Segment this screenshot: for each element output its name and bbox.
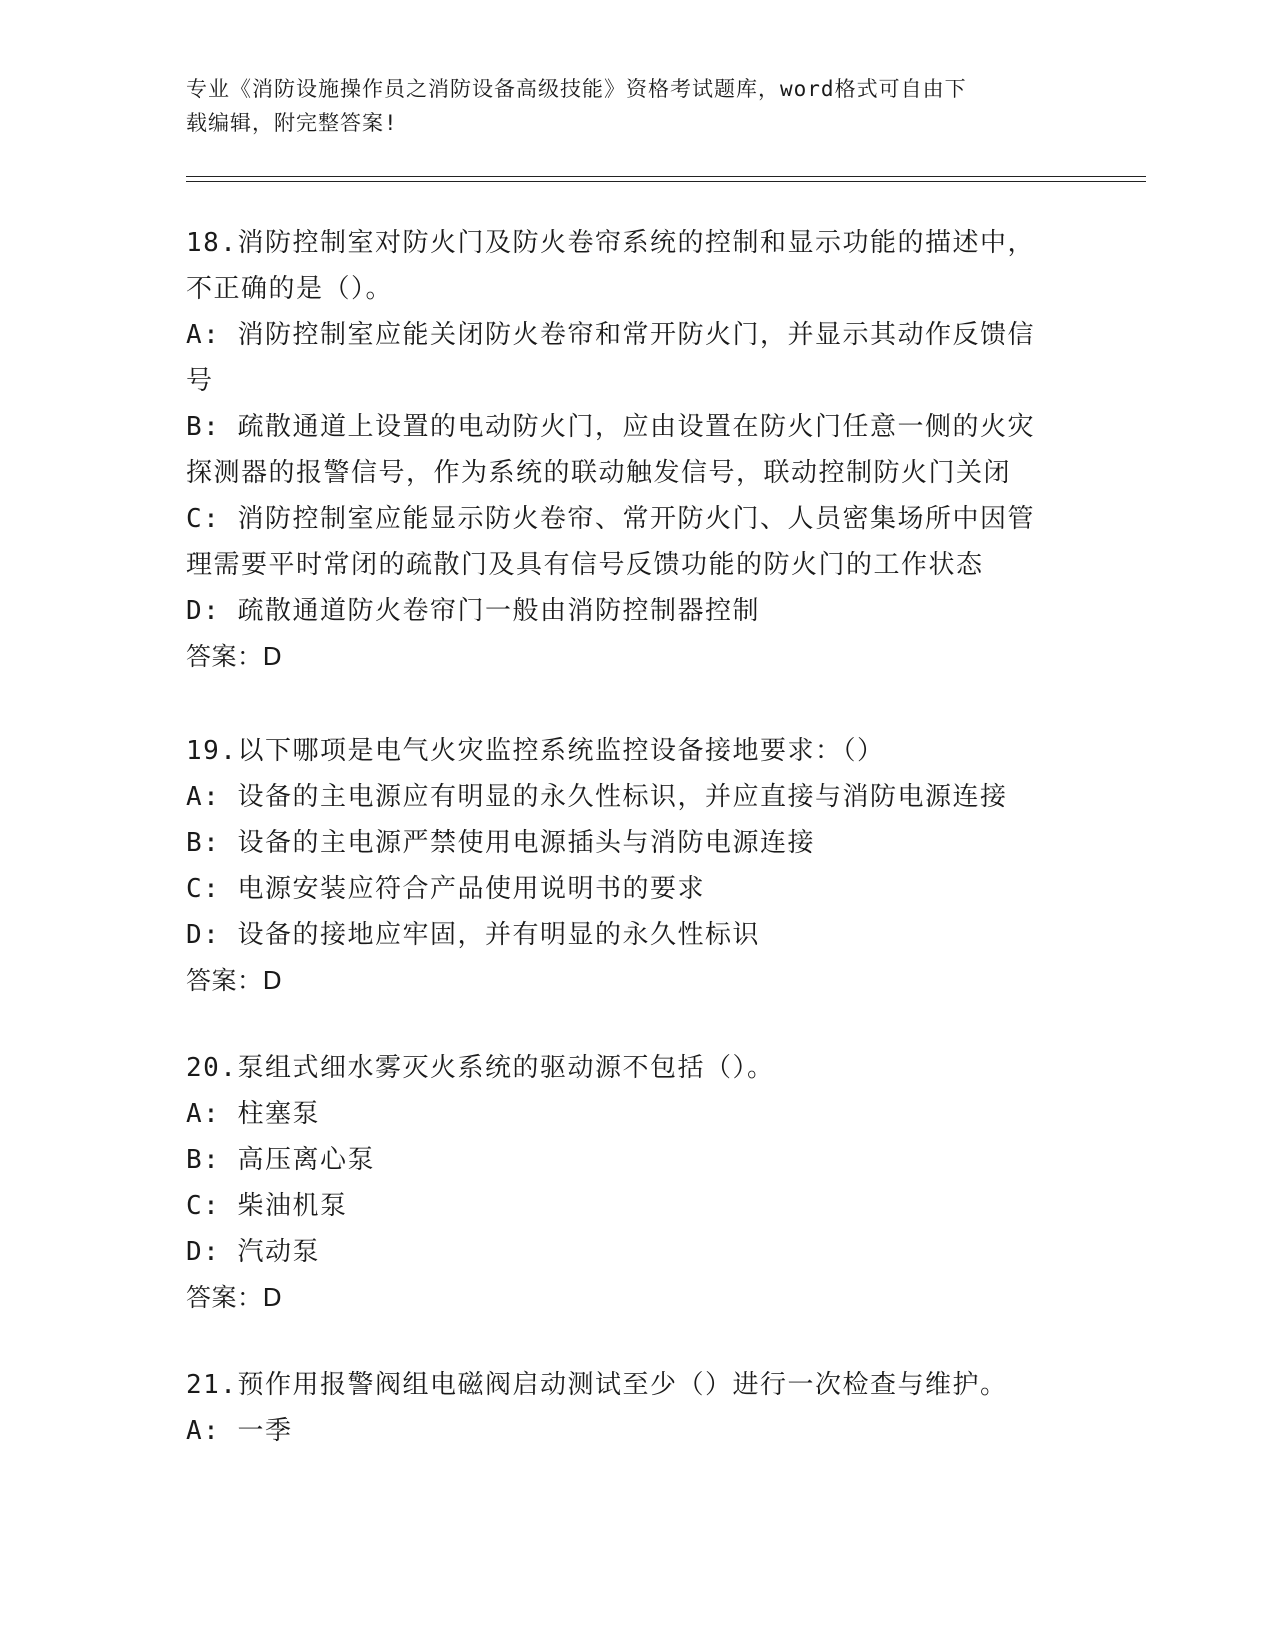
option-c: C: 电源安装应符合产品使用说明书的要求 (186, 874, 705, 904)
option-d: D: 汽动泵 (186, 1237, 320, 1267)
option-a: A: 消防控制室应能关闭防火卷帘和常开防火门，并显示其动作反馈信 (186, 320, 1035, 350)
option-b: B: 设备的主电源严禁使用电源插头与消防电源连接 (186, 828, 815, 858)
answer-label: 答案：D (186, 1283, 283, 1312)
option-c: C: 柴油机泵 (186, 1191, 348, 1221)
option-b: B: 疏散通道上设置的电动防火门，应由设置在防火门任意一侧的火灾 (186, 412, 1035, 442)
option-a: A: 设备的主电源应有明显的永久性标识，并应直接与消防电源连接 (186, 782, 1008, 812)
option-a: A: 柱塞泵 (186, 1099, 320, 1129)
option-a: A: 一季 (186, 1416, 293, 1446)
option-d: D: 疏散通道防火卷帘门一般由消防控制器控制 (186, 596, 760, 626)
answer-label: 答案：D (186, 966, 283, 995)
header-line-1: 专业《消防设施操作员之消防设备高级技能》资格考试题库，word格式可自由下 (186, 77, 967, 101)
question-stem: 18.消防控制室对防火门及防火卷帘系统的控制和显示功能的描述中， (186, 228, 1035, 258)
option-b: 探测器的报警信号，作为系统的联动触发信号，联动控制防火门关闭 (186, 458, 1012, 488)
document-header (186, 72, 1066, 140)
question-21 (186, 1362, 1086, 1454)
option-b: B: 高压离心泵 (186, 1145, 375, 1175)
question-20 (186, 1045, 1086, 1321)
header-line-2: 载编辑，附完整答案! (186, 111, 398, 135)
question-stem: 19.以下哪项是电气火灾监控系统监控设备接地要求：（） (186, 736, 885, 766)
option-c: C: 消防控制室应能显示防火卷帘、常开防火门、人员密集场所中因管 (186, 504, 1035, 534)
question-stem: 20.泵组式细水雾灭火系统的驱动源不包括（）。 (186, 1053, 775, 1083)
question-stem: 21.预作用报警阀组电磁阀启动测试至少（）进行一次检查与维护。 (186, 1370, 1008, 1400)
option-a: 号 (186, 366, 214, 396)
option-d: D: 设备的接地应牢固，并有明显的永久性标识 (186, 920, 760, 950)
answer-label: 答案：D (186, 642, 283, 671)
question-stem: 不正确的是（）。 (186, 274, 394, 304)
option-c: 理需要平时常闭的疏散门及具有信号反馈功能的防火门的工作状态 (186, 550, 984, 580)
header-divider (186, 176, 1146, 182)
question-18 (186, 220, 1086, 680)
question-19 (186, 728, 1086, 1004)
